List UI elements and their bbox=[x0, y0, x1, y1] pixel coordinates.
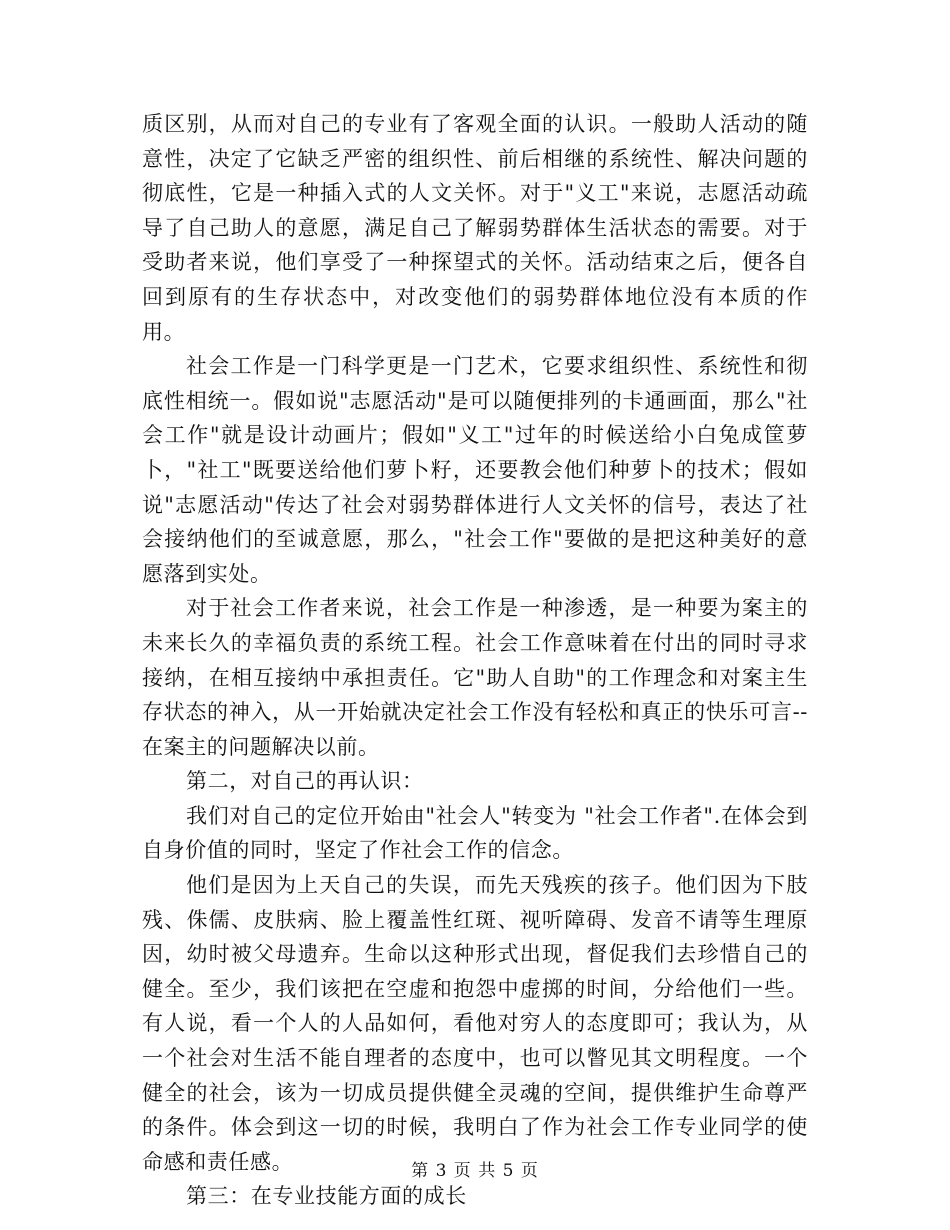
section-heading-second: 第二，对自己的再认识： bbox=[186, 769, 424, 794]
paragraph-6: 他们是因为上天自己的失误，而先天残疾的孩子。他们因为下肢残、侏儒、皮肤病、脸上覆盖性红斑、视听障碍、发音不请等生理原因，幼时被父母遗弃。生命以这种形式出现，督促我们去珍惜自己的健全。至少，我们该把在空虚和抱怨中虚掷的时间，分给他们一些。有人说，看一个人的人品如何，看他对穷人的态度即可；我认为，从一个社会对生活不能自理者的态度中，也可以瞥见其文明程度。一个健全的社会，该为一切成员提供健全灵魂的空间，提供维护生命尊严的条件。体会到这一切的时候，我明白了作为社会工作专业同学的使命感和责任感。 bbox=[142, 873, 808, 1174]
paragraph-3: 对于社会工作者来说，社会工作是一种渗透，是一种要为案主的未来长久的幸福负责的系统工程。社会工作意味着在付出的同时寻求接纳，在相互接纳中承担责任。它"助人自助"的工作理念和对案主生存状态的神入，从一开始就决定社会工作没有轻松和真正的快乐可言--在案主的问题解决以前。 bbox=[142, 596, 808, 759]
paragraph-2: 社会工作是一门科学更是一门艺术，它要求组织性、系统性和彻底性相统一。假如说"志愿活动"是可以随便排列的卡通画面，那么"社会工作"就是设计动画片；假如"义工"过年的时候送给小白兔成筐萝卜，"社工"既要送给他们萝卜籽，还要教会他们种萝卜的技术；假如说"志愿活动"传达了社会对弱势群体进行人文关怀的信号，表达了社会接纳他们的至诚意愿，那么，"社会工作"要做的是把这种美好的意愿落到实处。 bbox=[142, 354, 808, 586]
paragraph-5: 我们对自己的定位开始由"社会人"转变为 "社会工作者".在体会到自身价值的同时，坚定了作社会工作的信念。 bbox=[142, 803, 808, 863]
document-body bbox=[142, 107, 808, 1214]
paragraph-1: 质区别，从而对自己的专业有了客观全面的认识。一般助人活动的随意性，决定了它缺乏严密的组织性、前后相继的系统性、解决问题的彻底性，它是一种插入式的人文关怀。对于"义工"来说，志愿活动疏导了自己助人的意愿，满足自己了解弱势群体生活状态的需要。对于受助者来说，他们享受了一种探望式的关怀。活动结束之后，便各自回到原有的生存状态中，对改变他们的弱势群体地位没有本质的作用。 bbox=[142, 112, 808, 344]
page-number-footer: 第 3 页 共 5 页 bbox=[411, 1161, 539, 1181]
section-heading-third: 第三：在专业技能方面的成长 bbox=[186, 1184, 467, 1209]
